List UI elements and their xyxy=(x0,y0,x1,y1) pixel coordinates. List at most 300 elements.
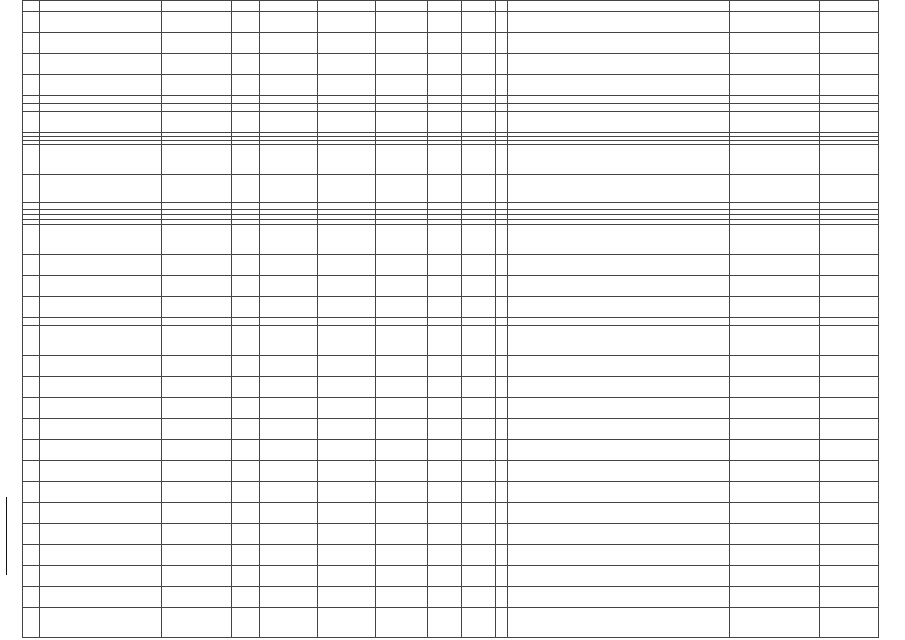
cell-year xyxy=(232,12,260,33)
cell-col12 xyxy=(730,419,820,440)
cell-year xyxy=(232,461,260,482)
cell-address xyxy=(40,482,162,503)
cell-area-living xyxy=(318,297,376,318)
cell-col12 xyxy=(730,1,820,12)
table-row xyxy=(23,75,879,96)
cell-col7 xyxy=(376,33,428,54)
cell-work-description xyxy=(508,545,730,566)
cell-year xyxy=(232,524,260,545)
cell-area-total xyxy=(260,12,318,33)
cell-col10 xyxy=(496,225,508,255)
cell-col10 xyxy=(496,440,508,461)
cell-year xyxy=(232,175,260,203)
cell-cost xyxy=(820,1,879,12)
cell-cost xyxy=(820,96,879,104)
cell-area-total xyxy=(260,96,318,104)
cell-col12 xyxy=(730,203,820,210)
cell-address xyxy=(40,255,162,276)
cell-area-living xyxy=(318,276,376,297)
cell-col3 xyxy=(162,545,232,566)
cell-work-description xyxy=(508,419,730,440)
cell-col7 xyxy=(376,356,428,377)
cell-cost xyxy=(820,608,879,638)
cell-year xyxy=(232,1,260,12)
cell-address xyxy=(40,1,162,12)
cell-area-total xyxy=(260,145,318,175)
cell-col10 xyxy=(496,75,508,96)
cell-num xyxy=(23,96,40,104)
cell-address xyxy=(40,33,162,54)
cell-col3 xyxy=(162,175,232,203)
cell-col8 xyxy=(428,104,462,112)
cell-cost xyxy=(820,545,879,566)
cell-col8 xyxy=(428,566,462,587)
cell-cost xyxy=(820,203,879,210)
cell-col8 xyxy=(428,112,462,133)
cell-year xyxy=(232,440,260,461)
cell-col3 xyxy=(162,12,232,33)
cell-address xyxy=(40,276,162,297)
table-row xyxy=(23,203,879,210)
cell-col10 xyxy=(496,377,508,398)
cell-num xyxy=(23,54,40,75)
cell-area-total xyxy=(260,377,318,398)
cell-area-living xyxy=(318,1,376,12)
cell-area-total xyxy=(260,419,318,440)
cell-year xyxy=(232,75,260,96)
cell-col9 xyxy=(462,440,496,461)
cell-work-description xyxy=(508,104,730,112)
cell-col3 xyxy=(162,203,232,210)
cell-area-living xyxy=(318,54,376,75)
cell-address xyxy=(40,203,162,210)
cell-year xyxy=(232,545,260,566)
cell-col9 xyxy=(462,225,496,255)
cell-cost xyxy=(820,482,879,503)
cell-col9 xyxy=(462,318,496,326)
cell-area-total xyxy=(260,482,318,503)
cell-address xyxy=(40,96,162,104)
cell-cost xyxy=(820,12,879,33)
cell-num xyxy=(23,203,40,210)
work-schedule-table xyxy=(22,0,879,638)
table-row xyxy=(23,104,879,112)
cell-col8 xyxy=(428,1,462,12)
cell-num xyxy=(23,482,40,503)
cell-area-total xyxy=(260,318,318,326)
cell-col9 xyxy=(462,54,496,75)
cell-col10 xyxy=(496,33,508,54)
cell-col8 xyxy=(428,75,462,96)
cell-col10 xyxy=(496,276,508,297)
table-row xyxy=(23,96,879,104)
cell-col9 xyxy=(462,419,496,440)
table-row xyxy=(23,326,879,356)
cell-col7 xyxy=(376,104,428,112)
cell-cost xyxy=(820,440,879,461)
cell-col9 xyxy=(462,175,496,203)
cell-col7 xyxy=(376,377,428,398)
cell-cost xyxy=(820,54,879,75)
cell-col12 xyxy=(730,566,820,587)
cell-col7 xyxy=(376,608,428,638)
cell-num xyxy=(23,587,40,608)
cell-num xyxy=(23,566,40,587)
cell-col12 xyxy=(730,104,820,112)
cell-col9 xyxy=(462,255,496,276)
cell-col9 xyxy=(462,587,496,608)
cell-col3 xyxy=(162,461,232,482)
cell-year xyxy=(232,503,260,524)
cell-work-description xyxy=(508,377,730,398)
cell-work-description xyxy=(508,54,730,75)
cell-col7 xyxy=(376,524,428,545)
cell-work-description xyxy=(508,318,730,326)
table-body xyxy=(23,1,879,638)
cell-col12 xyxy=(730,482,820,503)
cell-col12 xyxy=(730,96,820,104)
cell-area-living xyxy=(318,203,376,210)
cell-work-description xyxy=(508,75,730,96)
cell-num xyxy=(23,255,40,276)
table-row xyxy=(23,440,879,461)
cell-col12 xyxy=(730,524,820,545)
table-row xyxy=(23,356,879,377)
cell-year xyxy=(232,419,260,440)
cell-col10 xyxy=(496,398,508,419)
cell-area-total xyxy=(260,587,318,608)
cell-cost xyxy=(820,145,879,175)
cell-col3 xyxy=(162,608,232,638)
cell-col8 xyxy=(428,524,462,545)
cell-col12 xyxy=(730,33,820,54)
cell-col10 xyxy=(496,545,508,566)
table-row xyxy=(23,12,879,33)
cell-col8 xyxy=(428,440,462,461)
cell-year xyxy=(232,608,260,638)
cell-col7 xyxy=(376,503,428,524)
cell-col3 xyxy=(162,503,232,524)
cell-col8 xyxy=(428,33,462,54)
table-row xyxy=(23,175,879,203)
cell-col9 xyxy=(462,203,496,210)
cell-work-description xyxy=(508,440,730,461)
cell-address xyxy=(40,12,162,33)
cell-col7 xyxy=(376,75,428,96)
cell-col12 xyxy=(730,608,820,638)
cell-col3 xyxy=(162,587,232,608)
cell-num xyxy=(23,398,40,419)
cell-work-description xyxy=(508,145,730,175)
cell-cost xyxy=(820,398,879,419)
cell-col3 xyxy=(162,276,232,297)
cell-col8 xyxy=(428,326,462,356)
cell-col9 xyxy=(462,377,496,398)
cell-num xyxy=(23,112,40,133)
cell-col7 xyxy=(376,1,428,12)
cell-work-description xyxy=(508,524,730,545)
cell-address xyxy=(40,440,162,461)
cell-area-living xyxy=(318,608,376,638)
cell-work-description xyxy=(508,587,730,608)
cell-col7 xyxy=(376,545,428,566)
cell-num xyxy=(23,503,40,524)
cell-col12 xyxy=(730,145,820,175)
cell-col8 xyxy=(428,12,462,33)
cell-col9 xyxy=(462,524,496,545)
cell-col12 xyxy=(730,255,820,276)
cell-col3 xyxy=(162,326,232,356)
cell-col8 xyxy=(428,203,462,210)
cell-col3 xyxy=(162,297,232,318)
cell-work-description xyxy=(508,12,730,33)
cell-col10 xyxy=(496,482,508,503)
cell-col8 xyxy=(428,461,462,482)
cell-col7 xyxy=(376,175,428,203)
cell-num xyxy=(23,545,40,566)
cell-work-description xyxy=(508,356,730,377)
cell-address xyxy=(40,503,162,524)
cell-col9 xyxy=(462,461,496,482)
table-row xyxy=(23,255,879,276)
cell-col3 xyxy=(162,225,232,255)
table-row xyxy=(23,398,879,419)
cell-address xyxy=(40,587,162,608)
cell-col9 xyxy=(462,1,496,12)
cell-area-living xyxy=(318,587,376,608)
cell-col3 xyxy=(162,419,232,440)
cell-col9 xyxy=(462,608,496,638)
cell-work-description xyxy=(508,175,730,203)
cell-col8 xyxy=(428,356,462,377)
cell-col3 xyxy=(162,112,232,133)
cell-area-total xyxy=(260,33,318,54)
cell-col3 xyxy=(162,482,232,503)
cell-col7 xyxy=(376,54,428,75)
cell-col9 xyxy=(462,545,496,566)
cell-col12 xyxy=(730,318,820,326)
cell-col10 xyxy=(496,503,508,524)
cell-num xyxy=(23,145,40,175)
cell-work-description xyxy=(508,398,730,419)
cell-cost xyxy=(820,225,879,255)
cell-col3 xyxy=(162,145,232,175)
cell-cost xyxy=(820,112,879,133)
cell-num xyxy=(23,297,40,318)
cell-work-description xyxy=(508,112,730,133)
cell-col8 xyxy=(428,145,462,175)
cell-num xyxy=(23,33,40,54)
cell-area-living xyxy=(318,225,376,255)
cell-col3 xyxy=(162,524,232,545)
cell-year xyxy=(232,145,260,175)
cell-year xyxy=(232,566,260,587)
cell-cost xyxy=(820,255,879,276)
cell-num xyxy=(23,608,40,638)
cell-area-living xyxy=(318,440,376,461)
cell-col12 xyxy=(730,398,820,419)
cell-cost xyxy=(820,104,879,112)
cell-col3 xyxy=(162,96,232,104)
cell-year xyxy=(232,225,260,255)
table-row xyxy=(23,419,879,440)
cell-address xyxy=(40,356,162,377)
cell-area-total xyxy=(260,326,318,356)
cell-num xyxy=(23,326,40,356)
cell-col12 xyxy=(730,440,820,461)
cell-cost xyxy=(820,175,879,203)
cell-area-total xyxy=(260,524,318,545)
cell-col12 xyxy=(730,112,820,133)
cell-col7 xyxy=(376,112,428,133)
cell-col8 xyxy=(428,54,462,75)
cell-area-living xyxy=(318,318,376,326)
cell-col10 xyxy=(496,175,508,203)
cell-col3 xyxy=(162,104,232,112)
cell-area-living xyxy=(318,419,376,440)
table-row xyxy=(23,33,879,54)
cell-col8 xyxy=(428,503,462,524)
cell-col8 xyxy=(428,377,462,398)
cell-col8 xyxy=(428,175,462,203)
cell-area-total xyxy=(260,398,318,419)
cell-col10 xyxy=(496,419,508,440)
cell-col8 xyxy=(428,297,462,318)
cell-col8 xyxy=(428,419,462,440)
cell-num xyxy=(23,356,40,377)
table-row xyxy=(23,276,879,297)
cell-area-total xyxy=(260,54,318,75)
cell-col8 xyxy=(428,225,462,255)
table-row xyxy=(23,1,879,12)
cell-col12 xyxy=(730,545,820,566)
cell-address xyxy=(40,608,162,638)
cell-col10 xyxy=(496,356,508,377)
cell-col12 xyxy=(730,587,820,608)
cell-num xyxy=(23,419,40,440)
cell-cost xyxy=(820,377,879,398)
cell-col9 xyxy=(462,145,496,175)
cell-col7 xyxy=(376,326,428,356)
cell-area-living xyxy=(318,377,376,398)
cell-work-description xyxy=(508,276,730,297)
cell-area-total xyxy=(260,608,318,638)
cell-col8 xyxy=(428,96,462,104)
table-row xyxy=(23,503,879,524)
cell-col9 xyxy=(462,566,496,587)
cell-num xyxy=(23,175,40,203)
cell-work-description xyxy=(508,255,730,276)
cell-address xyxy=(40,225,162,255)
cell-num xyxy=(23,524,40,545)
cell-num xyxy=(23,461,40,482)
cell-col12 xyxy=(730,503,820,524)
cell-col7 xyxy=(376,276,428,297)
cell-col12 xyxy=(730,54,820,75)
cell-area-total xyxy=(260,545,318,566)
cell-address xyxy=(40,545,162,566)
cell-year xyxy=(232,203,260,210)
cell-work-description xyxy=(508,482,730,503)
cell-work-description xyxy=(508,1,730,12)
table-row xyxy=(23,377,879,398)
cell-year xyxy=(232,276,260,297)
cell-year xyxy=(232,297,260,318)
cell-col3 xyxy=(162,75,232,96)
cell-area-living xyxy=(318,112,376,133)
cell-col9 xyxy=(462,503,496,524)
cell-cost xyxy=(820,276,879,297)
cell-address xyxy=(40,318,162,326)
cell-area-living xyxy=(318,145,376,175)
cell-area-living xyxy=(318,96,376,104)
cell-col10 xyxy=(496,587,508,608)
cell-year xyxy=(232,318,260,326)
cell-col12 xyxy=(730,225,820,255)
cell-cost xyxy=(820,33,879,54)
table-row xyxy=(23,566,879,587)
cell-cost xyxy=(820,503,879,524)
cell-work-description xyxy=(508,503,730,524)
cell-col9 xyxy=(462,276,496,297)
cell-year xyxy=(232,377,260,398)
cell-col7 xyxy=(376,318,428,326)
cell-col7 xyxy=(376,398,428,419)
cell-cost xyxy=(820,297,879,318)
cell-area-living xyxy=(318,326,376,356)
cell-year xyxy=(232,54,260,75)
cell-col12 xyxy=(730,75,820,96)
cell-area-total xyxy=(260,440,318,461)
cell-col7 xyxy=(376,145,428,175)
cell-col9 xyxy=(462,96,496,104)
table-row xyxy=(23,297,879,318)
cell-cost xyxy=(820,326,879,356)
cell-cost xyxy=(820,75,879,96)
cell-year xyxy=(232,398,260,419)
cell-area-living xyxy=(318,503,376,524)
cell-col3 xyxy=(162,377,232,398)
cell-area-total xyxy=(260,503,318,524)
cell-area-total xyxy=(260,203,318,210)
table-row xyxy=(23,545,879,566)
cell-col10 xyxy=(496,297,508,318)
cell-area-total xyxy=(260,461,318,482)
cell-col9 xyxy=(462,482,496,503)
cell-num xyxy=(23,75,40,96)
table-row xyxy=(23,54,879,75)
table-row xyxy=(23,145,879,175)
cell-col10 xyxy=(496,12,508,33)
cell-col3 xyxy=(162,1,232,12)
cell-area-total xyxy=(260,276,318,297)
cell-area-living xyxy=(318,175,376,203)
cell-col9 xyxy=(462,398,496,419)
cell-work-description xyxy=(508,203,730,210)
cell-col7 xyxy=(376,482,428,503)
cell-area-living xyxy=(318,566,376,587)
cell-area-living xyxy=(318,356,376,377)
cell-work-description xyxy=(508,96,730,104)
cell-year xyxy=(232,112,260,133)
cell-address xyxy=(40,104,162,112)
cell-area-total xyxy=(260,112,318,133)
cell-work-description xyxy=(508,608,730,638)
cell-address xyxy=(40,398,162,419)
cell-col10 xyxy=(496,608,508,638)
cell-col10 xyxy=(496,1,508,12)
cell-col7 xyxy=(376,203,428,210)
